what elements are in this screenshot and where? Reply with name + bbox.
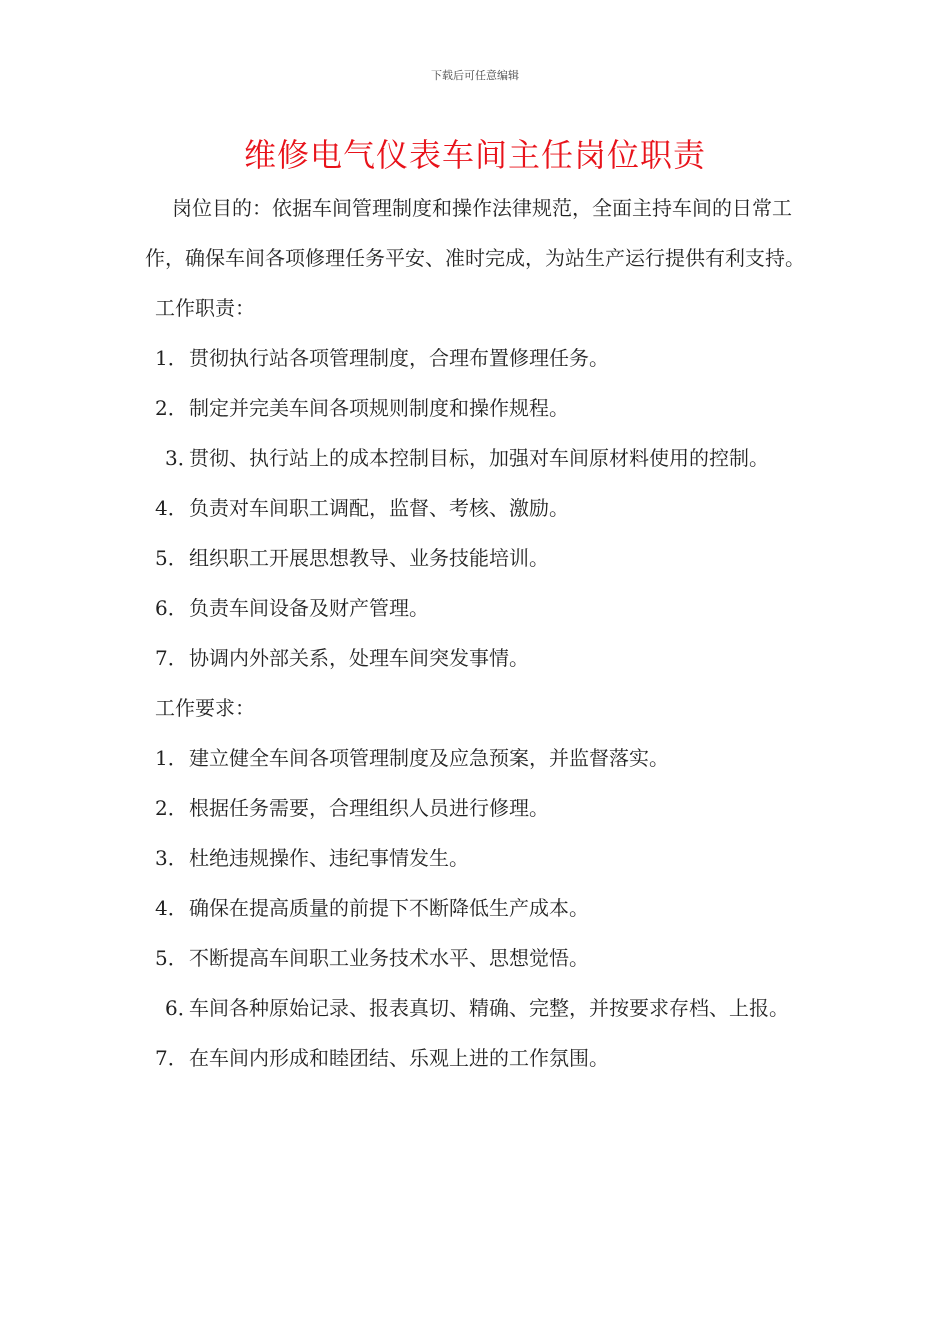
item-number: 6． [155, 596, 188, 620]
item-text: 确保在提高质量的前提下不断降低生产成本。 [189, 896, 589, 920]
item-text: 根据任务需要，合理组织人员进行修理。 [189, 796, 549, 820]
item-number: 7． [155, 646, 188, 670]
item-text: 制定并完美车间各项规则制度和操作规程。 [189, 396, 569, 420]
purpose-paragraph: 岗位目的：依据车间管理制度和操作法律规范，全面主持车间的日常工作，确保车间各项修理任务平安、准时完成，为站生产运行提供有利支持。 [145, 196, 805, 270]
document-body [145, 183, 805, 1083]
item-text: 车间各种原始记录、报表真切、精确、完整，并按要求存档、上报。 [189, 996, 789, 1020]
duty-item [145, 383, 805, 433]
item-number: 5． [155, 546, 188, 570]
duties-heading: 工作职责： [155, 296, 255, 320]
item-number: 2． [155, 796, 188, 820]
duty-item [145, 583, 805, 633]
duty-item [145, 433, 805, 483]
requirement-item [145, 1033, 805, 1083]
item-number: 4． [155, 496, 188, 520]
item-number: 1． [155, 746, 188, 770]
requirement-item [145, 983, 805, 1033]
document-title: 维修电气仪表车间主任岗位职责 [243, 136, 706, 174]
item-text: 贯彻、执行站上的成本控制目标，加强对车间原材料使用的控制。 [189, 446, 769, 470]
item-number: 4． [155, 896, 188, 920]
item-number: 1． [155, 346, 188, 370]
item-text: 建立健全车间各项管理制度及应急预案，并监督落实。 [189, 746, 669, 770]
requirements-heading: 工作要求： [155, 696, 255, 720]
item-number: 6． [165, 996, 198, 1020]
requirement-item [145, 833, 805, 883]
duty-item [145, 333, 805, 383]
item-text: 负责对车间职工调配，监督、考核、激励。 [189, 496, 569, 520]
duty-item [145, 633, 805, 683]
item-text: 杜绝违规操作、违纪事情发生。 [189, 846, 469, 870]
requirement-item [145, 933, 805, 983]
item-text: 贯彻执行站各项管理制度，合理布置修理任务。 [189, 346, 609, 370]
item-number: 2． [155, 396, 188, 420]
header-note: 下载后可任意编辑 [431, 69, 519, 82]
item-number: 5． [155, 946, 188, 970]
item-text: 不断提高车间职工业务技术水平、思想觉悟。 [189, 946, 589, 970]
requirement-item [145, 883, 805, 933]
item-text: 协调内外部关系，处理车间突发事情。 [189, 646, 529, 670]
item-number: 3． [165, 446, 198, 470]
requirement-item [145, 733, 805, 783]
item-number: 3． [155, 846, 188, 870]
item-number: 7． [155, 1046, 188, 1070]
item-text: 组织职工开展思想教导、业务技能培训。 [189, 546, 549, 570]
duty-item [145, 483, 805, 533]
item-text: 在车间内形成和睦团结、乐观上进的工作氛围。 [189, 1046, 609, 1070]
item-text: 负责车间设备及财产管理。 [189, 596, 429, 620]
duty-item [145, 533, 805, 583]
requirement-item [145, 783, 805, 833]
